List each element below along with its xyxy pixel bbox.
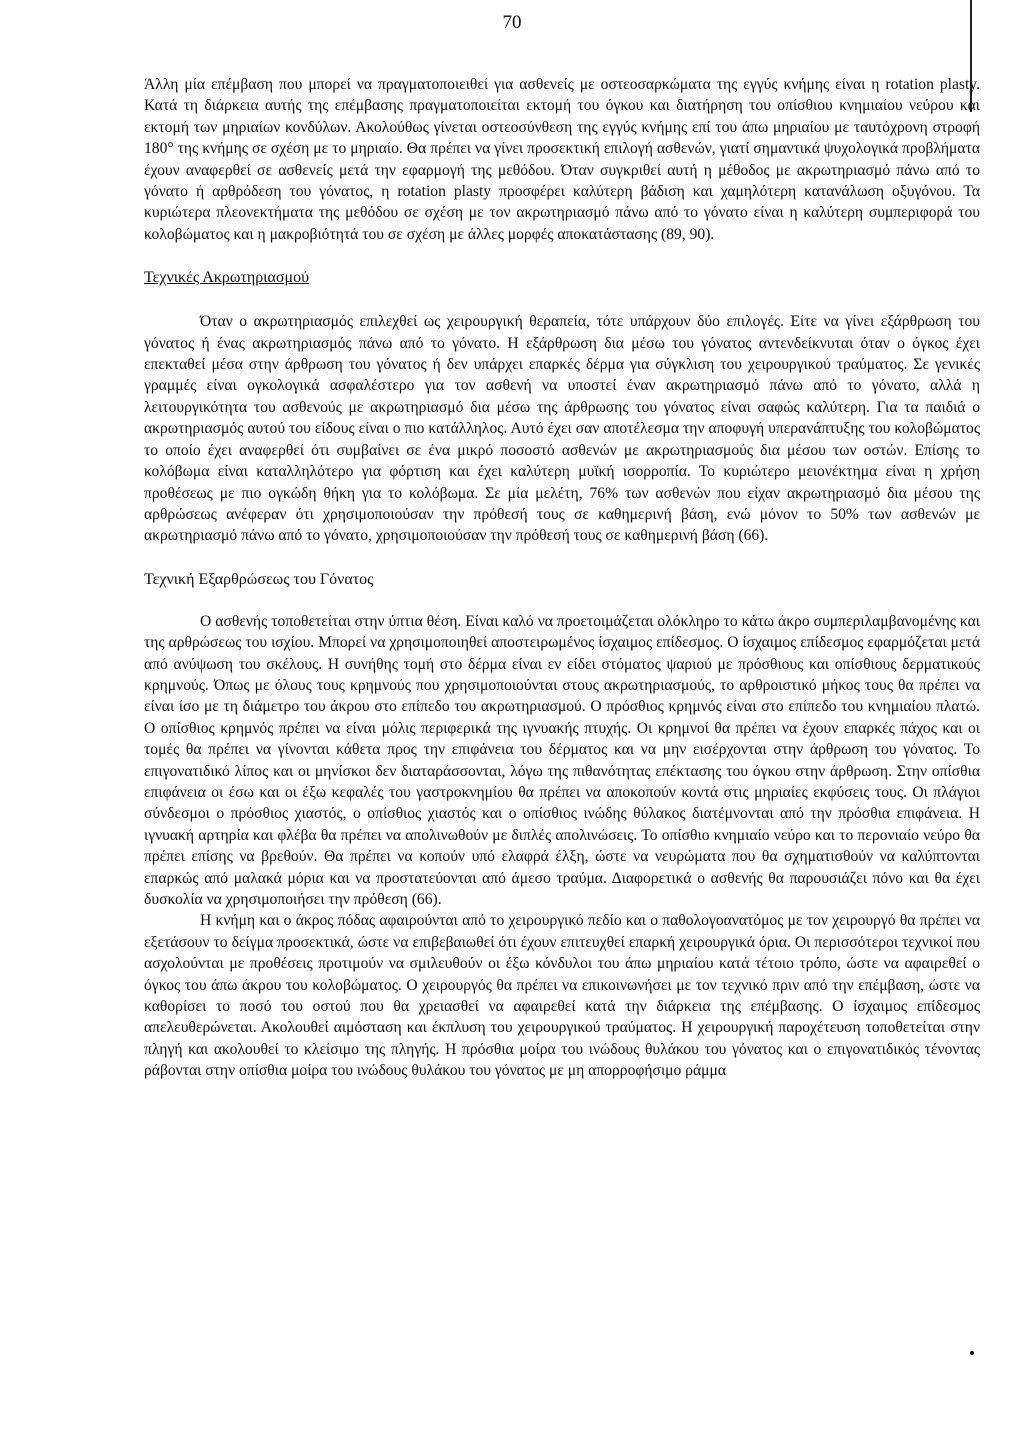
amputation-techniques-paragraph: Όταν ο ακρωτηριασμός επιλεχθεί ως χειρουργική θεραπεία, τότε υπάρχουν δύο επιλογές. Είτε να γίνει εξάρθρωση του γόνατος ή ένας ακρωτηριασμός πάνω από το γόνατο. Η εξάρθρωση δια μέσω του γόνατος αντενδείκνυται όταν ο όγκος έχει επεκταθεί μέσα στην άρθρωση του γόνατος ή δεν υπάρχει επαρκές δέρμα για σύγκλιση του χειρουργικού τραύματος. Σε γενικές γραμμές είναι ογκολογικά ασφαλέστερο για τον ασθενή να υποστεί έναν ακρωτηριασμό πάνω από το γόνατο, αλλά η λειτουργικότητα του ασθενούς με ακρωτηριασμό δια μέσω της άρθρωσης του γόνατος είναι σαφώς καλύτερη. Για τα παιδιά ο ακρωτηριασμός αυτού του είδους είναι ο πιο κατάλληλος. Αυτό έχει σαν αποτέλεσμα την αποφυγή υπερανάπτυξης του κολοβώματος το οποίο έχει αναφερθεί ότι συμβαίνει σε ένα μικρό ποσοστό ασθενών με ακρωτηριασμούς δια μέσου των οστών. Επίσης το κολόβωμα είναι καταλληλότερο για φόρτιση και έχει καλύτερη μυϊκή ισορροπία. Το κυριώτερο μειονέκτημα είναι η χρήση προθέσεως με πιο ογκώδη θήκη για το κολόβωμα. Σε μία μελέτη, 76% των ασθενών που είχαν ακρωτηριασμό δια μέσου της αρθρώσεως ανέφεραν ότι χρησιμοποιούσαν την πρόθεσή τους σε καθημερινή βάση, ενώ μόνον το 50% των ασθενών με ακρωτηριασμό πάνω από το γόνατο, χρησιμοποιούσαν την πρόθεσή τους σε καθημερινή βάση (66). [144, 313, 980, 545]
section-heading-knee-disarticulation: Τεχνική Εξαρθρώσεως του Γόνατος [144, 570, 374, 588]
page-content [144, 74, 980, 1082]
knee-disarticulation-paragraph-2: Η κνήμη και ο άκρος πόδας αφαιρούνται από το χειρουργικό πεδίο και ο παθολογοανατόμος με τον χειρουργό θα πρέπει να εξετάσουν το δείγμα προσεκτικά, ώστε να επιβεβαιωθεί ότι έχουν επιτευχθεί επαρκή χειρουργικά όρια. Οι περισσότεροι τεχνικοί που ασχολούνται με προθέσεις προτιμούν να σμιλευθούν οι έξω κόνδυλοι του άπω μηριαίου κατά τέτοιο τρόπο, ώστε να αφαιρεθεί ο όγκος του άπω άκρου του κολοβώματος. Ο χειρουργός θα πρέπει να επικοινωνήσει με τον τεχνικό πριν από την επέμβαση, ώστε να καθορίσει το ποσό του οστού που θα χρειασθεί να αφαιρεθεί κατά την διάρκεια της επέμβασης. Ο ίσχαιμος επίδεσμος απελευθερώνεται. Ακολουθεί αιμόσταση και έκπλυση του χειρουργικού τραύματος. Η χειρουργική παροχέτευση τοποθετείται στην πληγή και ακολουθεί το κλείσιμο της πληγής. Η πρόσθια μοίρα του ινώδους θυλάκου του γόνατος και ο επιγονατιδικός τένοντας ράβονται στην οπίσθια μοίρα του ινώδους θυλάκου του γόνατος με μη απορροφήσιμο ράμμα [144, 912, 980, 1080]
intro-paragraph: Άλλη μία επέμβαση που μπορεί να πραγματοποιειθεί για ασθενείς με οστεοσαρκώματα της εγγύς κνήμης είναι η rotation plasty. Κατά τη διάρκεια αυτής της επέμβασης πραγματοποιείται εκτομή του όγκου και διατήρηση του οπίσθιου κνημιαίου νεύρου και εκτομή των μηριαίων κονδύλων. Ακολούθως γίνεται οστεοσύνθεση της εγγύς κνήμης επί του άπω μηριαίου με ταυτόχρονη στροφή 180° της κνήμης σε σχέση με το μηριαίο. Θα πρέπει να γίνει προσεκτική επιλογή ασθενών, γιατί σημαντικά ψυχολογικά προβλήματα έχουν αναφερθεί σε ασθενείς μετά την εφαρμογή της μεθόδου. Όταν συγκριθεί αυτή η μέθοδος με ακρωτηριασμό πάνω από το γόνατο ή αρθρόδεση του γόνατος, η rotation plasty προσφέρει καλύτερη βάδιση και χαμηλότερη κατανάλωση οξυγόνου. Τα κυριώτερα πλεονεκτήματα της μεθόδου σε σχέση με τον ακρωτηριασμό πάνω από το γόνατο είναι η καλύτερη συμπεριφορά του κολοβώματος και η μακροβιότητά του σε σχέση με άλλες μορφές αποκατάστασης (89, 90). [144, 76, 980, 243]
knee-disarticulation-paragraph-1: Ο ασθενής τοποθετείται στην ύπτια θέση. Είναι καλό να προετοιμάζεται ολόκληρο το κάτω άκρο συμπεριλαμβανομένης και της αρθρώσεως του ισχίου. Μπορεί να χρησιμοποιηθεί αποστειρωμένος ίσχαιμος επίδεσμος. Ο ίσχαιμος επίδεσμος εφαρμόζεται μετά από ανύψωση του σκέλους. Η συνήθης τομή στο δέρμα είναι εν είδει στόματος ψαριού με πρόσθιους και οπίσθιους δερματικούς κρημνούς. Όπως με όλους τους κρημνούς που χρησιμοποιούνται στους ακρωτηριασμούς, το αρθροιστικό μήκος τους θα πρέπει να είναι ίσο με τη διάμετρο του άκρου στο επίπεδο του ακρωτηριασμού. Ο πρόσθιος κρημνός είναι στο επίπεδο του κνημιαίου πλατώ. Ο οπίσθιος κρημνός πρέπει να είναι μόλις περιφερικά της ιγνυακής πτυχής. Οι κρημνοί θα πρέπει να έχουν επαρκές πάχος και οι τομές θα πρέπει να γίνονται κάθετα προς την επιφάνεια του δέρματος και να μην εισέρχονται στην άρθρωση του γόνατος. Το επιγονατιδικό λίπος και οι μηνίσκοι δεν διαταράσσονται, λόγω της πιθανότητας επέκτασης του όγκου στην άρθρωση. Στην οπίσθια επιφάνεια οι έσω και οι έξω κεφαλές του γαστροκνημίου θα πρέπει να αποκοπούν κοντά στις μηριαίες εκφύσεις τους. Οι πλάγιοι σύνδεσμοι ο πρόσθιος χιαστός, ο οπίσθιος χιαστός και ο οπίσθιος ινώδης θύλακος διατέμνονται από την πρόσθια επιφάνεια. Η ιγνυακή αρτηρία και φλέβα θα πρέπει να απολινωθούν με διπλές απολινώσεις. Το οπίσθιο κνημιαίο νεύρο και το περονιαίο νεύρο θα πρέπει επίσης να βρεθούν. Θα πρέπει να κοπούν υπό ελαφρά έλξη, ώστε να νευρώματα που θα σχηματισθούν να καλύπτονται επαρκώς από μαλακά μόρια και να προστατεύονται από άμεσο τραύμα. Διαφορετικά ο ασθενής θα παρουσιάζει πόνο και θα έχει δυσκολία να χρησιμοποιήσει την πρόθεση (66). [144, 612, 980, 908]
page-number: 70 [502, 12, 522, 33]
scan-speck [970, 1351, 974, 1355]
section-heading-amputation-techniques: Τεχνικές Ακρωτηριασμού [144, 269, 309, 287]
